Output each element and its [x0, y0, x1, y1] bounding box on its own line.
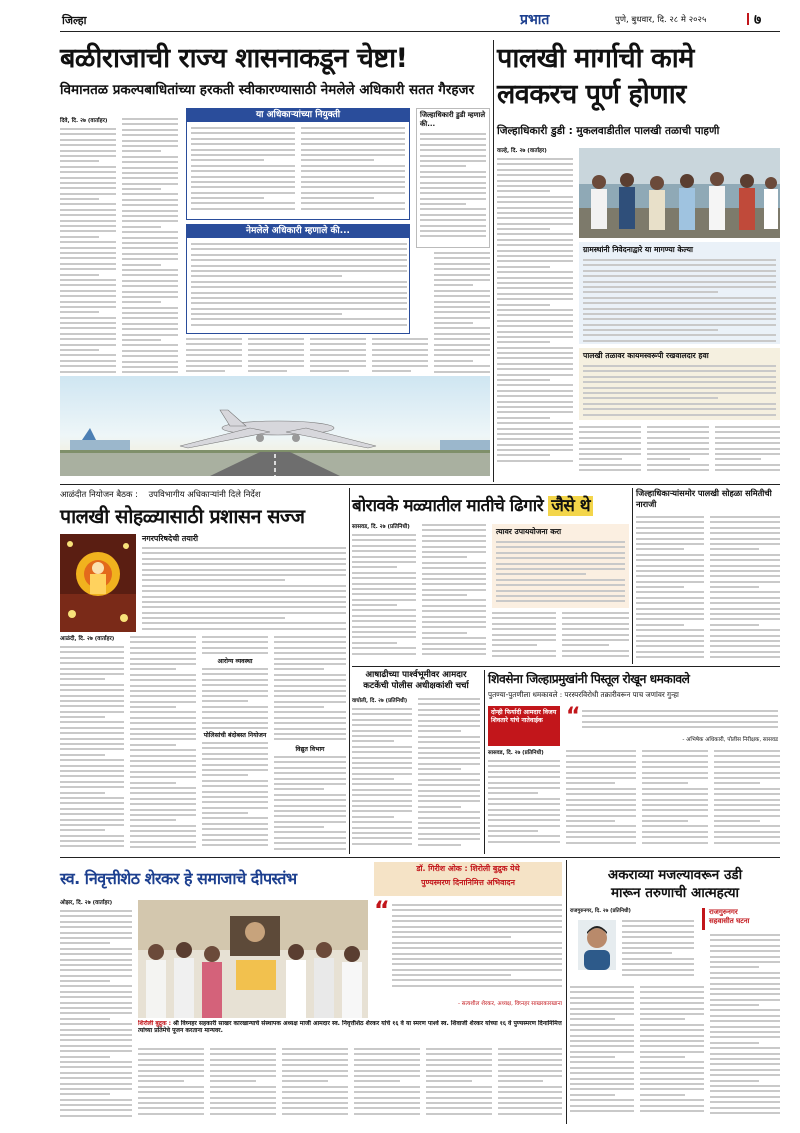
collector-visit-photo — [579, 148, 780, 238]
story8-col2 — [138, 1048, 204, 1124]
column-separator — [493, 40, 494, 482]
story6-col2 — [418, 698, 480, 854]
folio-section: जिल्हा — [62, 14, 87, 27]
story4-col1 — [352, 524, 416, 664]
story8-col5 — [354, 1048, 420, 1124]
story1-col1 — [60, 118, 116, 408]
story2-box2 — [579, 348, 780, 420]
mid-rule-3 — [60, 857, 780, 858]
story8-col1 — [60, 900, 132, 1124]
story4-headline-main: बोरावके मळ्यातील मातीचे ढिगारे — [352, 496, 544, 516]
story2-headline-line2: लवकरच पूर्ण होणार — [497, 79, 686, 110]
story4-col4 — [562, 612, 629, 664]
story7-col1 — [488, 750, 560, 854]
story3-headline: पालखी सोहळ्यासाठी प्रशासन सज्ज — [60, 505, 305, 528]
story8-caption-text: श्री विघ्नहर सहकारी साखर कारखान्याचे संस्थापक अध्यक्ष माजी आमदार स्व. निवृत्तीशेठ शेरकर यांचे १६ वे या स्मरण पार्श्व स्व. शिवाजी शेरकर यांच्या १६ वे पुण्यस्मरण दिनानिमित्त त्यांच्या प्रतिमेचे पूजन करताना मान्यवर. — [138, 1020, 562, 1035]
page-number: ७ — [754, 12, 762, 28]
story9-col3 — [710, 934, 780, 1124]
story9-col1 — [570, 986, 634, 1124]
story3-kicker — [60, 488, 346, 500]
story3-section-title: नगरपरिषदेची तयारी — [142, 534, 199, 543]
story8-kicker-line2: पुण्यस्मरण दिनानिमित्त अभिवादन — [421, 878, 515, 887]
story1-sidebar-title: जिल्हाधिकारी डुडी म्हणाले की... — [420, 111, 486, 128]
story1-box1 — [186, 108, 410, 220]
story8-col6 — [426, 1048, 492, 1124]
folio-rule — [60, 31, 780, 32]
story-palkhi-route — [497, 36, 780, 482]
story9-side-label-line1: राजगुरुनगर — [709, 908, 738, 916]
folio-divider — [747, 13, 749, 25]
folio-date: पुणे, बुधवार, दि. २८ मे २०२५ — [615, 15, 707, 25]
story4-box-title: त्यावर उपाययोजना करा — [496, 527, 562, 536]
story1-box2 — [186, 224, 410, 334]
story8-col3 — [210, 1048, 276, 1124]
story1-sidebar — [416, 108, 490, 248]
airport-illustration — [60, 376, 490, 476]
mid-rule-2 — [352, 666, 780, 667]
story2-kicker: जिल्हाधिकारी डुडी : मुकलवाडीतील पालखी तळाची पाहणी — [497, 125, 720, 137]
story8-dateline: ओझर, दि. २७ (वार्ताहर) — [60, 900, 113, 906]
story3-col3 — [202, 636, 268, 854]
story8-quote-attribution: - सत्यशील शेरकर, अध्यक्ष, विघ्नहर साखरकारखाना — [457, 1001, 562, 1007]
story-shivsena-threat — [488, 670, 780, 854]
story2-box2-title: पालखी तळावर कायमस्वरूपी रखवालदार हवा — [583, 351, 709, 360]
story9-side-label — [702, 908, 780, 930]
quote-mark-icon: “ — [566, 704, 581, 729]
story3-subhead2: पोलिसांची बंदोबस्त नियोजन — [203, 732, 267, 739]
story2-box1 — [579, 242, 780, 344]
story9-col2 — [640, 986, 704, 1124]
story8-col4 — [282, 1048, 348, 1124]
story1-subheadline: विमानतळ प्रकल्पबाधितांच्या हरकती स्वीकारण्यासाठी नेमलेले अधिकारी सतत गैरहजर — [60, 82, 475, 98]
story9-side-label-line2: सहवासीत घटना — [709, 917, 750, 925]
sherkar-event-photo — [138, 900, 368, 1018]
story3-subhead3: विद्युत विभाग — [295, 746, 325, 753]
story4-col2 — [422, 524, 486, 664]
story7-dateline: सासवड, दि. २७ (प्रतिनिधी) — [488, 750, 544, 756]
column-separator-3 — [632, 488, 633, 664]
story5-col2 — [710, 516, 780, 664]
story9-headline-line2: मारून तरुणाची आत्महत्या — [610, 885, 740, 901]
story-sherkar — [60, 860, 562, 1124]
story3-col4 — [274, 636, 346, 854]
palkhi-photo — [60, 534, 136, 632]
story4-col3 — [492, 612, 556, 664]
story3-col2 — [130, 636, 196, 854]
story-airport-farmers — [60, 36, 490, 478]
story1-box1-title: या अधिकाऱ्यांच्या नियुक्ती — [187, 109, 409, 122]
column-separator-4 — [484, 670, 485, 854]
airport-photo — [60, 376, 490, 476]
quote-mark-icon-2: “ — [374, 896, 390, 924]
story3-kicker-left: आळंदीत नियोजन बैठक : — [60, 489, 138, 499]
story7-col3 — [642, 750, 708, 854]
story8-col7 — [498, 1048, 562, 1124]
story6-dateline: वाघोली, दि. २७ (प्रतिनिधी) — [352, 698, 408, 704]
story8-kicker — [374, 862, 562, 896]
story-mla-police — [352, 670, 480, 854]
story4-headline-tail: जैसे थे — [548, 496, 593, 516]
story4-headline — [352, 494, 629, 518]
story8-headline: स्व. निवृत्तीशेठ शेरकर हे समाजाचे दीपस्तंभ — [60, 869, 297, 888]
story-suicide — [570, 860, 780, 1124]
story-borawke — [352, 488, 629, 664]
story6-headline-line2: कटकेंची पोलीस अधीक्षकांशी चर्चा — [363, 681, 469, 691]
story7-col2 — [566, 750, 636, 854]
story8-caption — [138, 1020, 562, 1044]
story2-col5 — [715, 426, 780, 478]
story9-dateline: राजगुरुनगर, दि. २७ (प्रतिनिधी) — [570, 908, 631, 914]
story7-quote — [566, 706, 780, 748]
story-palkhi-preparation — [60, 488, 346, 854]
story8-quote — [374, 896, 562, 1018]
story2-box1-title: ग्रामस्थांनी निवेदनाद्वारे या मागण्या केल्या — [583, 245, 694, 254]
victim-photo — [578, 920, 616, 970]
story1-col4 — [248, 338, 304, 378]
story2-col4 — [647, 426, 709, 478]
story2-col1 — [497, 148, 573, 478]
story2-col3 — [579, 426, 641, 478]
story5-kicker: जिल्हाधिकाऱ्यांसमोर पालखी सोहळा समितीची नाराजी — [636, 488, 772, 509]
story5-col1 — [636, 516, 704, 664]
story9-dateline-wrap — [570, 908, 634, 918]
story3-kicker-right: उपविभागीय अधिकाऱ्यांनी दिले निर्देश — [148, 489, 261, 499]
folio-logo: प्रभात — [520, 12, 550, 28]
story9-col1a — [622, 920, 694, 982]
story1-col2 — [122, 118, 178, 408]
story4-box — [492, 524, 629, 608]
story1-headline: बळीराजाची राज्य शासनाकडून चेष्टा! — [60, 43, 408, 74]
story7-col4 — [714, 750, 780, 854]
story6-col1 — [352, 698, 412, 854]
story3-section — [142, 534, 346, 632]
story7-side-box — [488, 706, 560, 746]
story7-quote-attribution: - अभिषेक अधिकारी, पोलीस निरीक्षक, सासवड — [682, 737, 778, 743]
story1-box2-title: नेमलेले अधिकारी म्हणाले की... — [187, 225, 409, 238]
story3-dateline: आळंदी, दि. २७ (वार्ताहर) — [60, 636, 115, 642]
story2-dateline: वाल्हे, दि. २७ (वार्ताहर) — [497, 148, 547, 154]
story3-subhead1: आरोग्य व्यवस्था — [217, 658, 253, 665]
page-folio — [0, 0, 800, 30]
story3-col1 — [60, 636, 124, 854]
story9-headline-line1: अकराव्या मजल्यावरून उडी — [607, 867, 743, 883]
column-separator-2 — [349, 488, 350, 854]
story7-side-box-text: दोन्ही फिर्यादी आमदार विजय शिवतारे यांचे नातेवाईक — [491, 709, 557, 724]
story7-headline: शिवसेना जिल्हाप्रमुखांनी पिस्तूल रोखून धमकावले — [488, 672, 690, 686]
story8-kicker-line1: डॉ. गिरीश ओक : शिरोली बुद्रुक येथे — [416, 864, 520, 873]
story8-caption-lead: शिरोली बुद्रुक : — [138, 1020, 172, 1027]
story7-kicker: पुतण्या-पुतणीला धमकावले : परस्परविरोधी तक्रारीवरून पाच जणांवर गुन्हा — [488, 690, 679, 699]
column-separator-5 — [566, 860, 567, 1124]
story-palkhi-committee — [636, 488, 780, 664]
mid-rule-1 — [60, 484, 780, 485]
story6-headline-line1: आषाढीच्या पार्श्वभूमीवर आमदार — [365, 670, 467, 680]
story2-headline-line1: पालखी मार्गाची कामे — [497, 43, 694, 74]
story1-dateline: दिवे, दि. २७ (वार्ताहर) — [60, 118, 108, 124]
story4-dateline: सासवड, दि. २७ (प्रतिनिधी) — [352, 524, 410, 530]
